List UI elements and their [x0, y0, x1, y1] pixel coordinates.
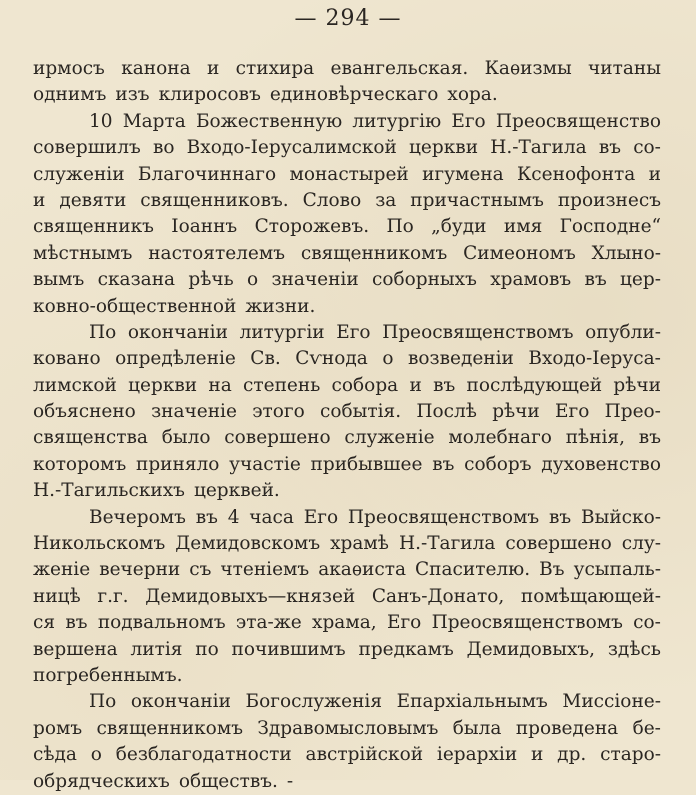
text-line: ирмосъ канона и стихира евангельская. Каѳизмы читаны	[33, 58, 661, 79]
text-line: священникъ Іоаннъ Сторожевъ. По „буди имя Господне“	[33, 216, 661, 238]
text-line: вымъ сказана рѣчь о значеніи соборныхъ храмовъ въ цер-	[33, 269, 661, 291]
text-line: лимской церкви на степень собора и въ послѣдующей рѣчи	[33, 374, 661, 396]
text-line: Вечеромъ въ 4 часа Его Преосвященствомъ въ Выйско-	[89, 506, 661, 528]
text-line: ся въ подвальномъ эта-же храма, Его Преосвященствомъ со-	[33, 612, 661, 634]
text-line: однимъ изъ клиросовъ единовѣрческаго хора.	[33, 84, 498, 106]
document-body	[33, 56, 661, 795]
text-line: служеніи Благочиннаго монастырей игумена Ксенофонта и	[33, 163, 661, 185]
text-line: 10 Марта Божественную литургію Его Преосвященство	[89, 110, 661, 132]
text-line: ковно-общественной жизни.	[33, 295, 316, 317]
page-number: — 294 —	[294, 6, 402, 31]
text-line: вершена литія по почившимъ предкамъ Демидовыхъ, здѣсь	[33, 638, 661, 660]
text-line: По окончаніи литургіи Его Преосвященствомъ опубли-	[89, 321, 661, 343]
text-line: и девяти священниковъ. Слово за причастнымъ произнесъ	[33, 189, 661, 211]
text-line: погребеннымъ.	[33, 664, 183, 686]
text-line: обрядческихъ обществъ. -	[33, 770, 294, 792]
text-line: ковано опредѣленіе Св. Сѵнода о возведеніи Входо-Іерусa-	[33, 348, 661, 370]
text-line: совершилъ во Входо-Іерусалимской церкви Н.-Тагила въ со-	[33, 137, 661, 159]
text-line: ницѣ г.г. Демидовыхъ—князей Санъ-Донато, помѣщающей-	[33, 585, 661, 607]
text-line: священства было совершено служеніе молебнаго пѣнія, въ	[33, 427, 661, 449]
text-line: ромъ священникомъ Здравомысловымъ была проведена бе-	[33, 717, 661, 739]
text-line: которомъ приняло участіе прибывшее въ соборъ духовенство	[33, 453, 661, 475]
text-line: Никольскомъ Демидовскомъ храмѣ Н.-Тагила совершено слу-	[33, 533, 661, 555]
text-line: По окончаніи Богослуженія Епархіальнымъ Миссіоне-	[89, 691, 661, 713]
text-line: Н.-Тагильскихъ церквей.	[33, 480, 280, 502]
text-line: женіе вечерни съ чтеніемъ акаѳиста Спасителю. Въ усыпаль-	[33, 559, 661, 581]
text-line: мѣстнымъ настоятелемъ священникомъ Симеономъ Хлыно-	[33, 242, 661, 264]
text-line: объяснено значеніе этого событія. Послѣ рѣчи Его Прео-	[33, 401, 661, 423]
text-line: сѣда о безблагодатности австрійской іерархіи и др. старо-	[33, 744, 661, 766]
